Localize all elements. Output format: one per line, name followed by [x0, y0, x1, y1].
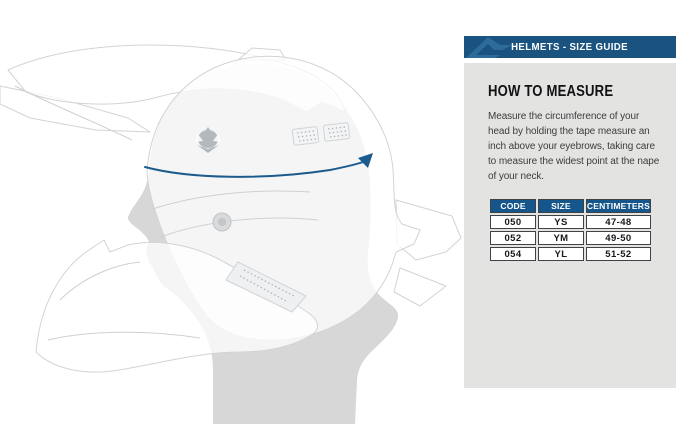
size-table-row	[490, 247, 651, 261]
size-table-cell-code: 050	[490, 215, 536, 229]
size-table-cell-centimeters: 49-50	[586, 231, 651, 245]
size-table	[488, 197, 653, 263]
size-table-cell-size: YS	[538, 215, 584, 229]
size-table-header-row	[490, 199, 651, 213]
size-table-cell-code: 052	[490, 231, 536, 245]
helmet-rear-fin	[394, 268, 446, 306]
size-table-cell-size: YL	[538, 247, 584, 261]
size-table-cell-size: YM	[538, 231, 584, 245]
helmet-side-button	[213, 213, 231, 231]
panel-header-bar	[464, 36, 676, 58]
helmet-brow-vent-right	[323, 122, 350, 141]
size-table-header-size: SIZE	[538, 199, 584, 213]
measure-instructions: Measure the circumference of your head by holding the tape measure an inch above your eyebrows, taking care to measure the widest point at the nape of your neck.	[488, 111, 660, 182]
helmet-brow-vent-left	[292, 126, 319, 145]
size-table-cell-centimeters: 51-52	[586, 247, 651, 261]
size-table-row	[490, 215, 651, 229]
panel-title: HELMETS - SIZE GUIDE	[511, 41, 629, 53]
how-to-measure-heading: HOW TO MEASURE	[488, 83, 614, 100]
size-table-row	[490, 231, 651, 245]
size-table-cell-centimeters: 47-48	[586, 215, 651, 229]
size-table-cell-code: 054	[490, 247, 536, 261]
brand-logo-icon	[466, 36, 514, 58]
size-guide-panel	[464, 36, 676, 388]
size-table-header-centimeters: CENTIMETERS	[586, 201, 650, 211]
size-table-header-code: CODE	[490, 199, 536, 213]
panel-body	[464, 63, 676, 388]
